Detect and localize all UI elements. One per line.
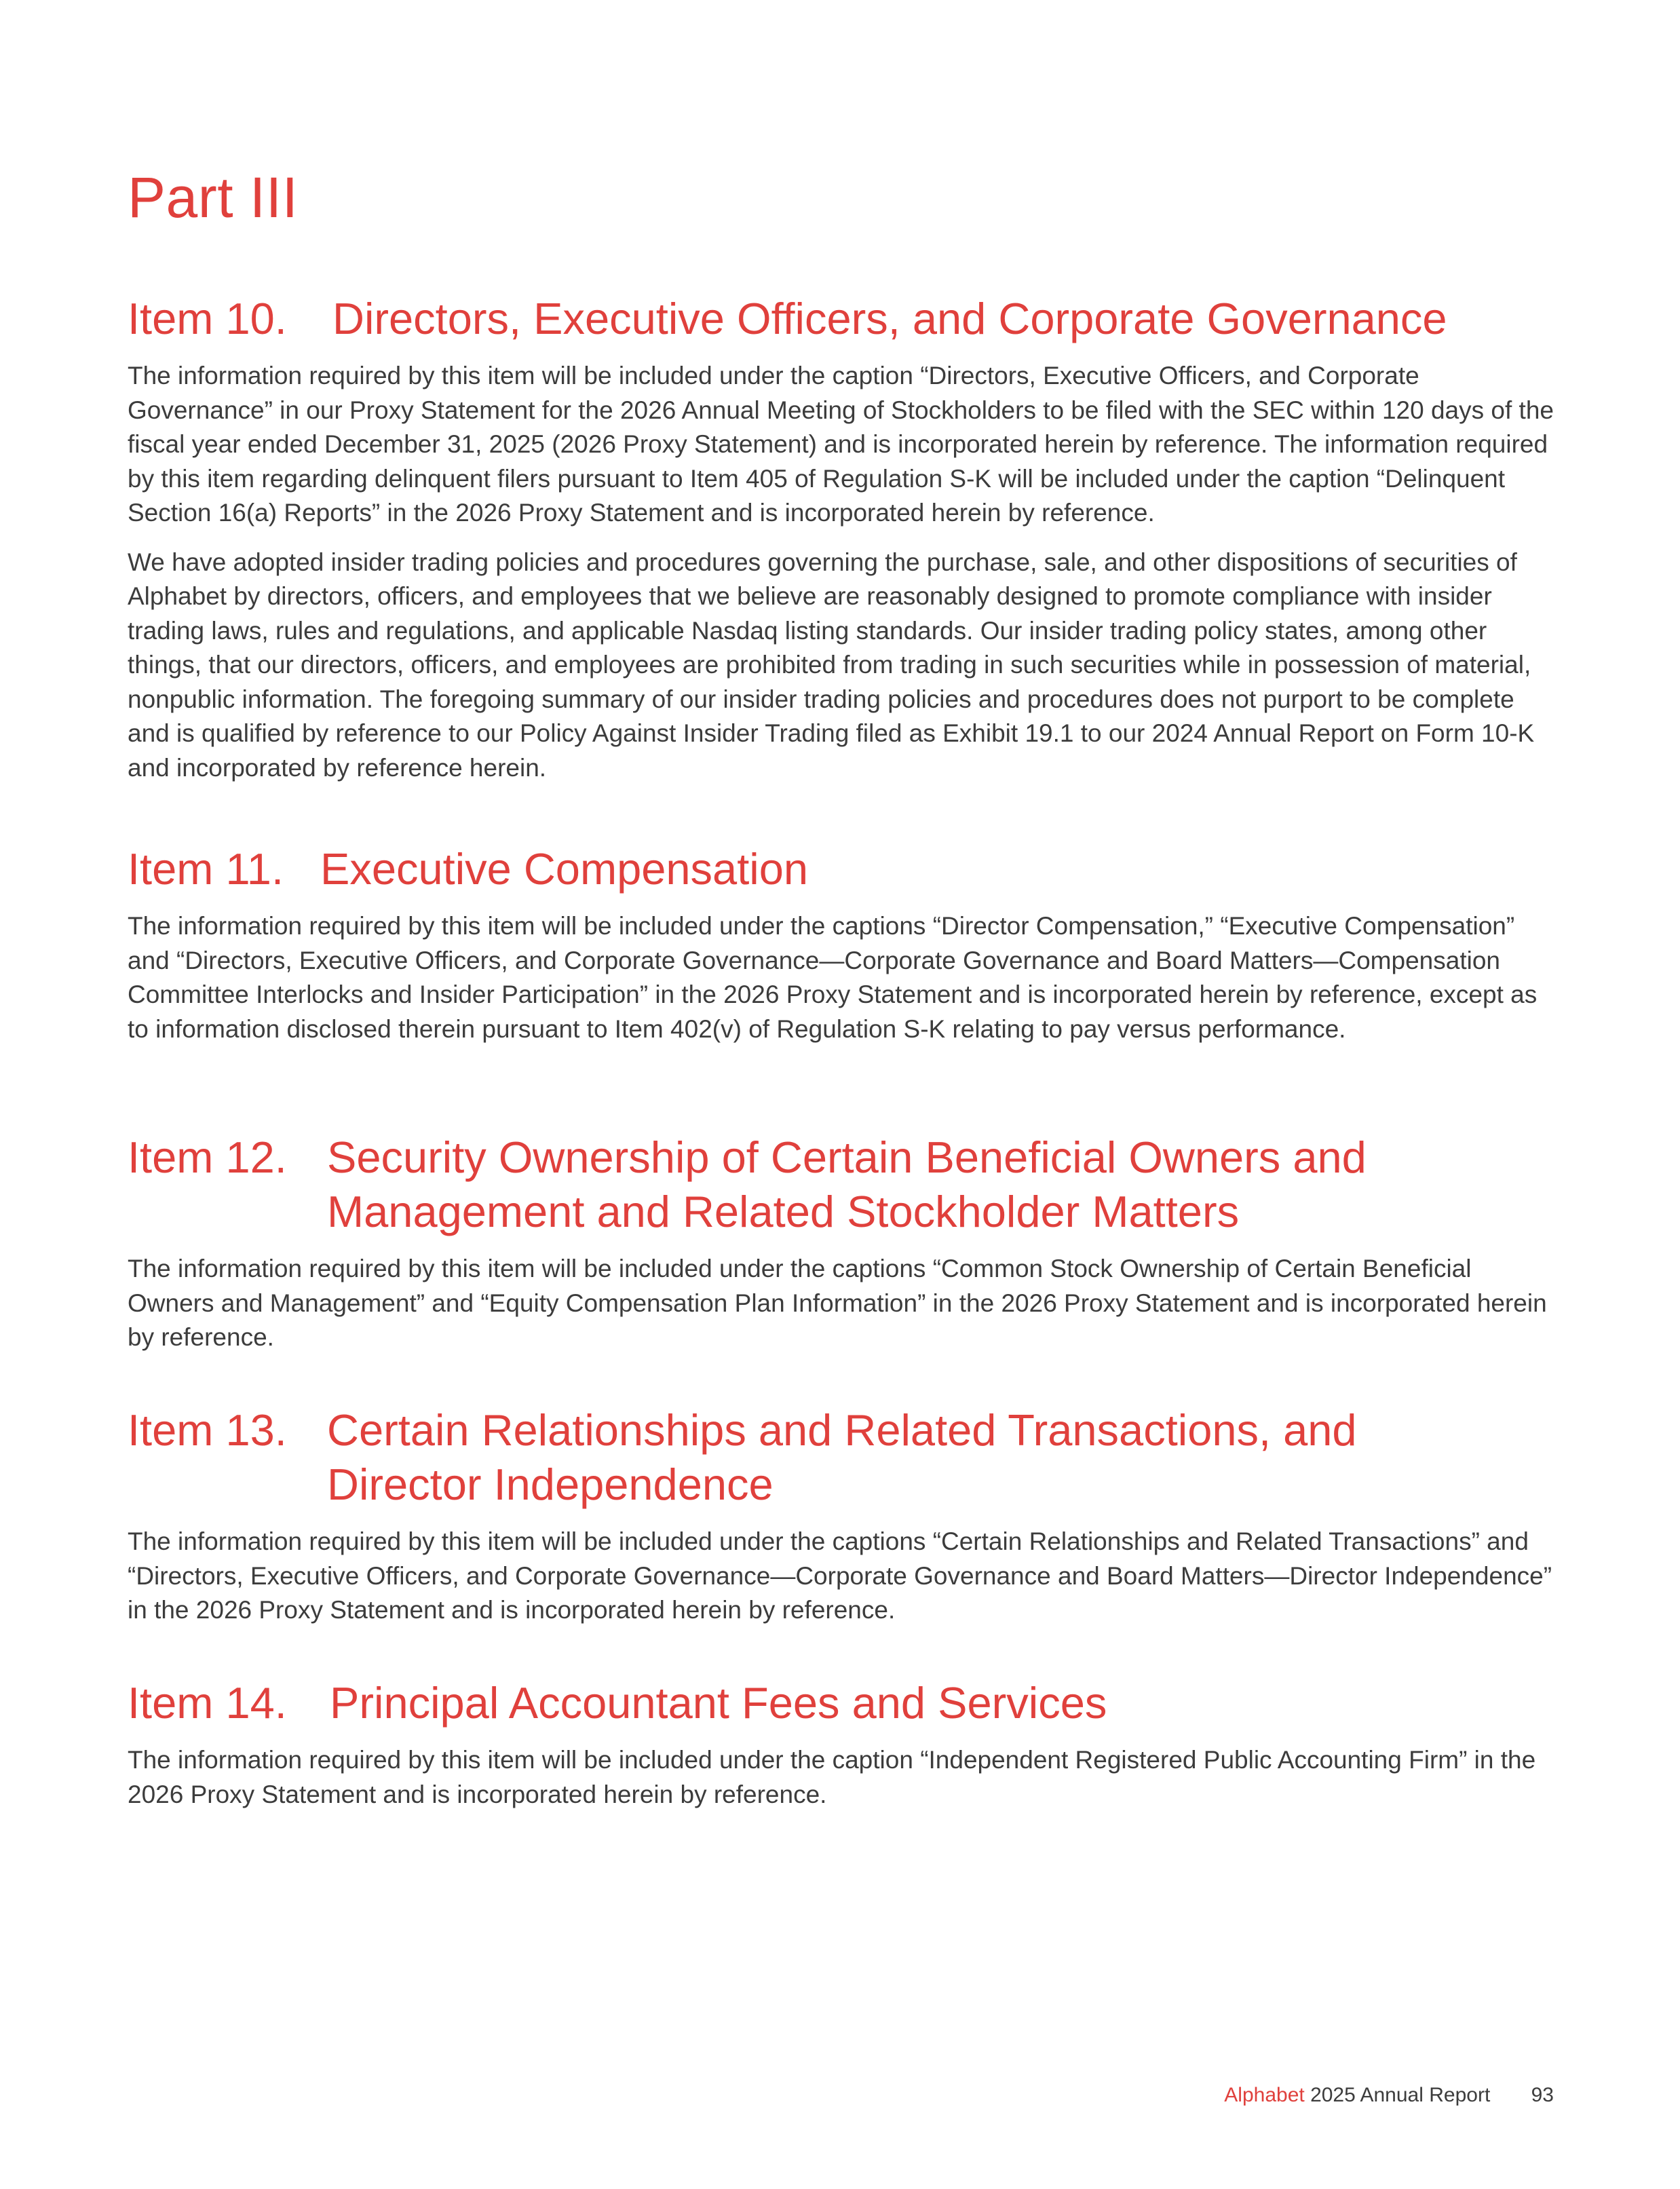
item-10-title: Directors, Executive Officers, and Corporate Governance [332, 294, 1447, 343]
item-11-section [128, 842, 1559, 1046]
item-14-paragraph: The information required by this item will be included under the caption “Independent Registered Public Accounting Firm” in the 2026 Proxy Statement and is incorporated herein by reference. [128, 1746, 1536, 1808]
item-12-section [128, 1130, 1559, 1355]
item-14-section [128, 1676, 1559, 1812]
item-13-title: Certain Relationships and Related Transactions, and Director Independence [327, 1405, 1357, 1509]
item-14-number: Item 14. [128, 1678, 287, 1728]
item-10-heading [128, 292, 1559, 346]
item-12-paragraph: The information required by this item will be included under the captions “Common Stock Ownership of Certain Beneficial Owners and Management” and “Equity Compensation Plan Information” in the 2026 Proxy Statement and is incorporated herein by reference. [128, 1255, 1547, 1351]
footer-brand: Alphabet [1224, 2084, 1305, 2106]
item-13-section [128, 1403, 1559, 1628]
item-10-paragraph-2: We have adopted insider trading policies and procedures governing the purchase, sale, and other dispositions of securities of Alphabet by directors, officers, and employees that we believe are reasonably designed to promote compliance with insider trading laws, rules and regulations, and applicable Nasdaq listing standards. Our insider trading policy states, among other things, that our directors, officers, and employees are prohibited from trading in such securities while in possession of material, nonpublic information. The foregoing summary of our insider trading policies and procedures does not purport to be complete and is qualified by reference to our Policy Against Insider Trading filed as Exhibit 19.1 to our 2024 Annual Report on Form 10-K and incorporated by reference herein. [128, 548, 1535, 782]
part-title: Part III [128, 166, 299, 229]
item-14-heading [128, 1676, 1559, 1730]
item-11-number: Item 11. [128, 844, 284, 894]
item-11-heading [128, 842, 1559, 896]
item-12-title: Security Ownership of Certain Beneficial Owners and Management and Related Stockholder Matters [327, 1132, 1367, 1236]
item-12-number: Item 12. [128, 1132, 287, 1182]
item-13-number: Item 13. [128, 1405, 287, 1455]
footer-report-title: 2025 Annual Report [1310, 2084, 1491, 2106]
item-10-paragraph-1: The information required by this item will be included under the caption “Directors, Executive Officers, and Corporate Governance” in our Proxy Statement for the 2026 Annual Meeting of Stockholders to be filed with the SEC within 120 days of the fiscal year ended December 31, 2025 (2026 Proxy Statement) and is incorporated herein by reference. The information required by this item regarding delinquent filers pursuant to Item 405 of Regulation S-K will be included under the caption “Delinquent Section 16(a) Reports” in the 2026 Proxy Statement and is incorporated herein by reference. [128, 362, 1554, 527]
item-14-title: Principal Accountant Fees and Services [330, 1678, 1107, 1728]
item-13-heading [128, 1403, 1559, 1512]
footer-page-number: 93 [1531, 2084, 1554, 2106]
item-12-heading [128, 1130, 1559, 1239]
page-footer [1224, 2082, 1554, 2109]
item-11-paragraph: The information required by this item will be included under the captions “Director Compensation,” “Executive Compensation” and “Directors, Executive Officers, and Corporate Governance—Corporate Governance and Board Matters—Compensation Committee Interlocks and Insider Participation” in the 2026 Proxy Statement and is incorporated herein by reference, except as to information disclosed therein pursuant to Item 402(v) of Regulation S-K relating to pay versus performance. [128, 912, 1538, 1043]
item-13-paragraph: The information required by this item will be included under the captions “Certain Relationships and Related Transactions” and “Directors, Executive Officers, and Corporate Governance—Corporate Governance and Board Matters—Director Independence” in the 2026 Proxy Statement and is incorporated herein by reference. [128, 1527, 1552, 1624]
item-11-title: Executive Compensation [320, 844, 808, 894]
item-10-section [128, 292, 1559, 785]
item-10-number: Item 10. [128, 294, 287, 343]
